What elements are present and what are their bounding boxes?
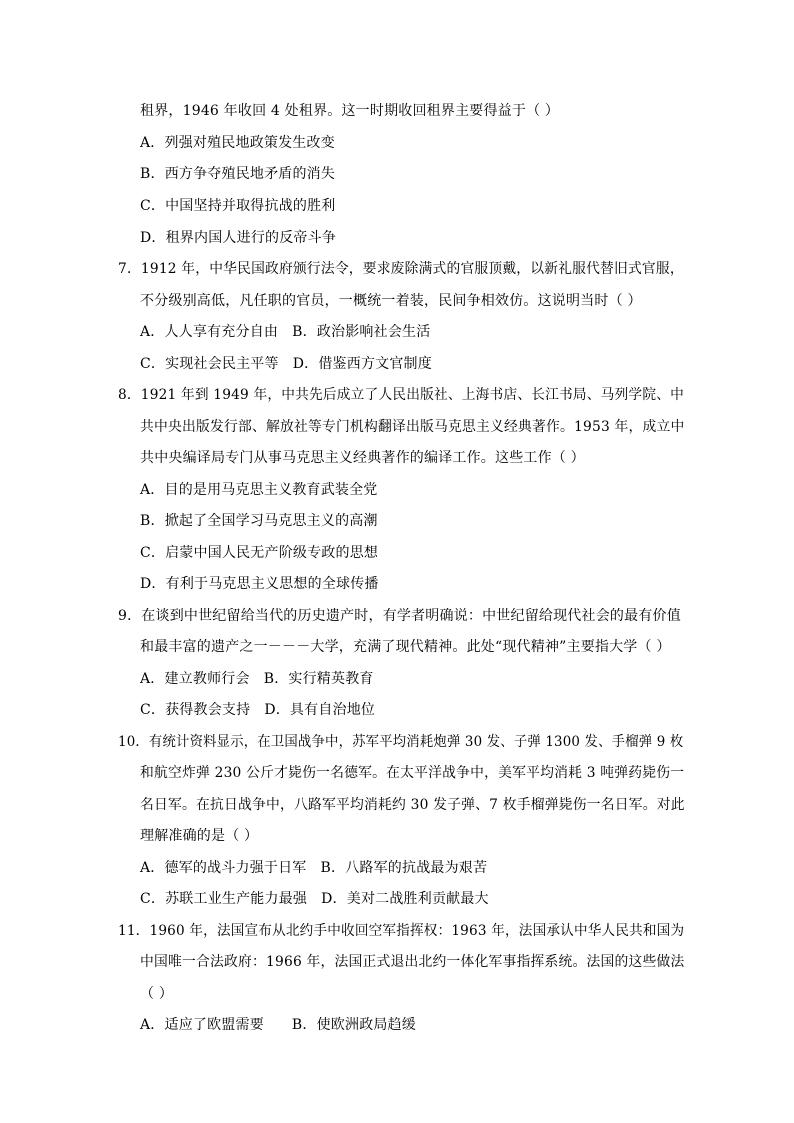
q7-options-row-1 <box>140 322 430 342</box>
q10-stem-line-3: 名日军。在抗日战争中，八路军平均消耗约 30 发子弹、7 枚手榴弹毙伤一名日军。对此 <box>140 797 685 813</box>
q8-stem-line-2: 共中央出版发行部、解放社等专门机构翻译出版马克思主义经典著作。1953 年，成立中 <box>140 419 685 435</box>
q7-option-a: A．人人享有充分自由 <box>140 324 279 340</box>
q9-stem-line-2: 和最丰富的遗产之一－－－大学，充满了现代精神。此处“现代精神”主要指大学（ ） <box>140 639 671 655</box>
q10-option-a: A．德军的战斗力强于日军 <box>140 860 307 876</box>
q10-option-d: D．美对二战胜利贡献最大 <box>321 891 489 907</box>
q7-stem-line-2: 不分级别高低，凡任职的官员，一概统一着装，民间争相效仿。这说明当时（ ） <box>140 293 642 309</box>
q11-option-a: A．适应了欧盟需要 <box>140 1017 264 1033</box>
q11-stem-line-1: 11．1960 年，法国宣布从北约手中收回空军指挥权：1963 年，法国承认中华人民共和国为 <box>118 923 685 939</box>
q7-stem-line-1: 7．1912 年，中华民国政府颁行法令，要求废除满式的官服顶戴，以新礼服代替旧式官服， <box>118 261 684 277</box>
q6-option-d: D．租界内国人进行的反帝斗争 <box>140 230 337 246</box>
q7-option-c: C．实现社会民主平等 <box>140 356 279 372</box>
q9-option-d: D．具有自治地位 <box>264 702 376 718</box>
q8-stem-line-1: 8．1921 年到 1949 年，中共先后成立了人民出版社、上海书店、长江书局、马列学院、中 <box>118 387 684 403</box>
q11-stem-line-3: （ ） <box>140 986 174 1002</box>
q6-option-b: B．西方争夺殖民地矛盾的消失 <box>140 166 336 182</box>
q11-stem-line-2: 中国唯一合法政府：1966 年，法国正式退出北约一体化军事指挥系统。法国的这些做法 <box>140 954 685 970</box>
q9-stem-line-1: 9．在谈到中世纪留给当代的历史遗产时，有学者明确说：中世纪留给现代社会的最有价值 <box>118 608 681 624</box>
q10-options-row-2 <box>140 889 489 909</box>
q7-option-b: B．政治影响社会生活 <box>292 324 431 340</box>
q9-option-c: C．获得教会支持 <box>140 702 251 718</box>
q11-option-b: B．使欧洲政局趋缓 <box>291 1017 417 1033</box>
q10-option-b: B．八路军的抗战最为艰苦 <box>320 860 488 876</box>
q9-options-row-2 <box>140 700 375 720</box>
q10-options-row-1 <box>140 858 487 878</box>
q8-option-a: A．目的是用马克思主义教育武装全党 <box>140 482 378 498</box>
q6-option-c: C．中国坚持并取得抗战的胜利 <box>140 198 336 214</box>
q10-stem-line-1: 10．有统计资料显示，在卫国战争中，苏军平均消耗炮弹 30 发、子弹 1300 发、手榴弹 9 枚 <box>118 734 684 750</box>
q9-options-row-1 <box>140 669 374 689</box>
q6-option-a: A．列强对殖民地政策发生改变 <box>140 135 335 151</box>
q8-stem-line-3: 共中央编译局专门从事马克思主义经典著作的编译工作。这些工作（ ） <box>140 450 585 466</box>
q11-options-row-1 <box>140 1015 416 1035</box>
q7-option-d: D．借鉴西方文官制度 <box>292 356 432 372</box>
q7-options-row-2 <box>140 354 432 374</box>
q10-option-c: C．苏联工业生产能力最强 <box>140 891 308 907</box>
q9-option-a: A．建立教师行会 <box>140 671 250 687</box>
q9-option-b: B．实行精英教育 <box>263 671 374 687</box>
q8-option-b: B．掀起了全国学习马克思主义的高潮 <box>140 513 378 529</box>
q10-stem-line-2: 和航空炸弹 230 公斤才毙伤一名德军。在太平洋战争中，美军平均消耗 3 吨弹药毙伤一 <box>140 765 685 781</box>
q10-stem-line-4: 理解准确的是（ ） <box>140 828 259 844</box>
q8-option-c: C．启蒙中国人民无产阶级专政的思想 <box>140 545 379 561</box>
q6-stem-continuation: 租界，1946 年收回 4 处租界。这一时期收回租界主要得益于（ ） <box>140 103 560 119</box>
q8-option-d: D．有利于马克思主义思想的全球传播 <box>140 576 379 592</box>
